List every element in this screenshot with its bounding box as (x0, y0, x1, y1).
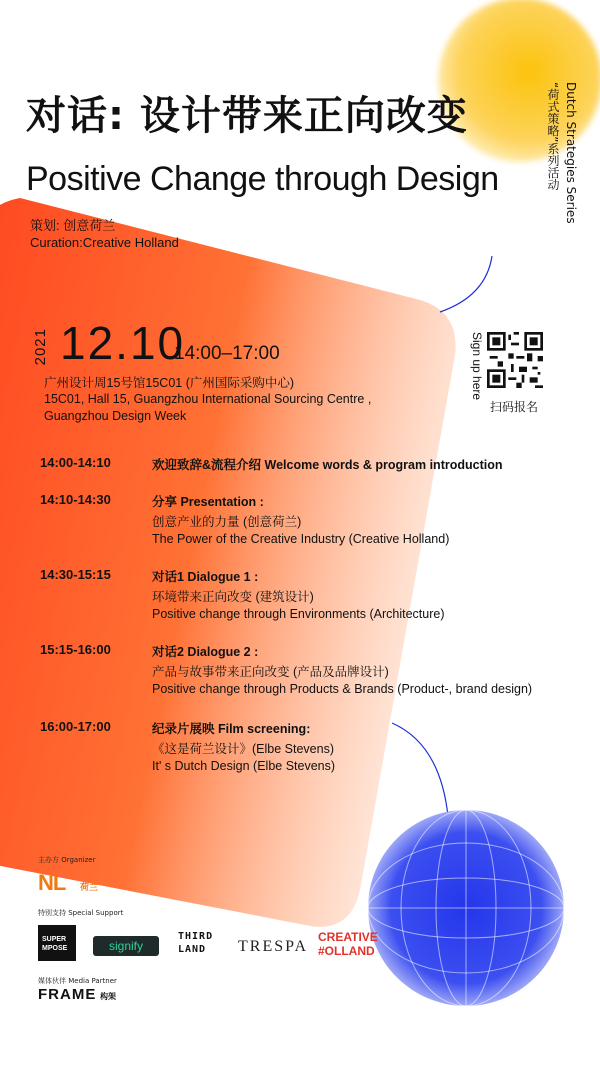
title-english: Positive Change through Design (26, 160, 499, 198)
schedule-line: 《这是荷兰设计》(Elbe Stevens) (152, 742, 334, 756)
nl-logo: NL (38, 870, 66, 895)
schedule-time: 14:00-14:10 (40, 455, 111, 470)
event-year: 2021 (32, 328, 49, 366)
curation-chinese: 策划: 创意荷兰 (30, 218, 116, 233)
signup-text: Sign up here (470, 332, 484, 401)
signify-logo: signify (93, 936, 159, 956)
organizer-label: 主办方 Organizer (38, 856, 96, 864)
media-label: 媒体伙伴 Media Partner (38, 977, 117, 985)
trespa-logo: TRESPA (238, 938, 309, 955)
support-label: 特别支持 Special Support (38, 909, 124, 917)
schedule-heading: 对话2 Dialogue 2 : (152, 645, 259, 659)
qr-code[interactable] (487, 332, 543, 388)
event-date: 12.10 (60, 317, 186, 369)
schedule-heading: 纪录片展映 Film screening: (152, 722, 311, 736)
schedule-heading: 分享 Presentation : (152, 495, 264, 509)
series-english: Dutch Strategies Series (564, 82, 578, 224)
blue-arc-top (440, 256, 492, 312)
schedule-line: It' s Dutch Design (Elbe Stevens) (152, 759, 336, 773)
event-time: 14:00–17:00 (174, 343, 280, 364)
schedule-line: 创意产业的力量 (创意荷兰) (152, 515, 302, 529)
thirdland-logo: THIRD LAND (178, 931, 214, 955)
schedule-heading: 对话1 Dialogue 1 : (152, 570, 259, 584)
schedule-time: 16:00-17:00 (40, 719, 111, 734)
superimpose-logo: SUPER MPOSE (38, 925, 76, 961)
schedule-line: 产品与故事带来正向改变 (产品及品牌设计) (152, 665, 389, 679)
venue-chinese: 广州设计周15号馆15C01 (广州国际采购中心) (44, 376, 295, 390)
schedule-time: 14:30-15:15 (40, 567, 111, 582)
schedule-heading: 欢迎致辞&流程介绍 Welcome words & program introduction (152, 458, 503, 472)
nl-logo-sub: 荷兰 (80, 883, 99, 893)
schedule-line: 环境带来正向改变 (建筑设计) (152, 590, 314, 604)
scan-label: 扫码报名 (490, 400, 539, 414)
schedule-line: The Power of the Creative Industry (Creative Holland) (152, 532, 450, 546)
blue-arc-bottom (392, 723, 448, 816)
schedule-line: Positive change through Products & Brands (Product-, brand design) (152, 682, 533, 696)
title-chinese: 对话: 设计带来正向改变 (26, 93, 468, 139)
frame-logo-sub: 构架 (100, 992, 116, 1001)
venue-english-line1: 15C01, Hall 15, Guangzhou International Sourcing Centre , (44, 392, 372, 406)
venue-english-line2: Guangzhou Design Week (44, 409, 187, 423)
series-label (538, 82, 578, 222)
orange-card (0, 198, 456, 927)
schedule-time: 14:10-14:30 (40, 492, 111, 507)
schedule-line: Positive change through Environments (Architecture) (152, 607, 445, 621)
creative-holland-logo-text: CREATIVE #OLLAND (318, 930, 378, 958)
series-chinese: “荷式策略”系列活动 (546, 82, 560, 191)
schedule-time: 15:15-16:00 (40, 642, 111, 657)
frame-logo: FRAME (38, 986, 97, 1003)
creative-holland-logo (318, 930, 378, 958)
curation-english: Curation:Creative Holland (30, 235, 179, 250)
